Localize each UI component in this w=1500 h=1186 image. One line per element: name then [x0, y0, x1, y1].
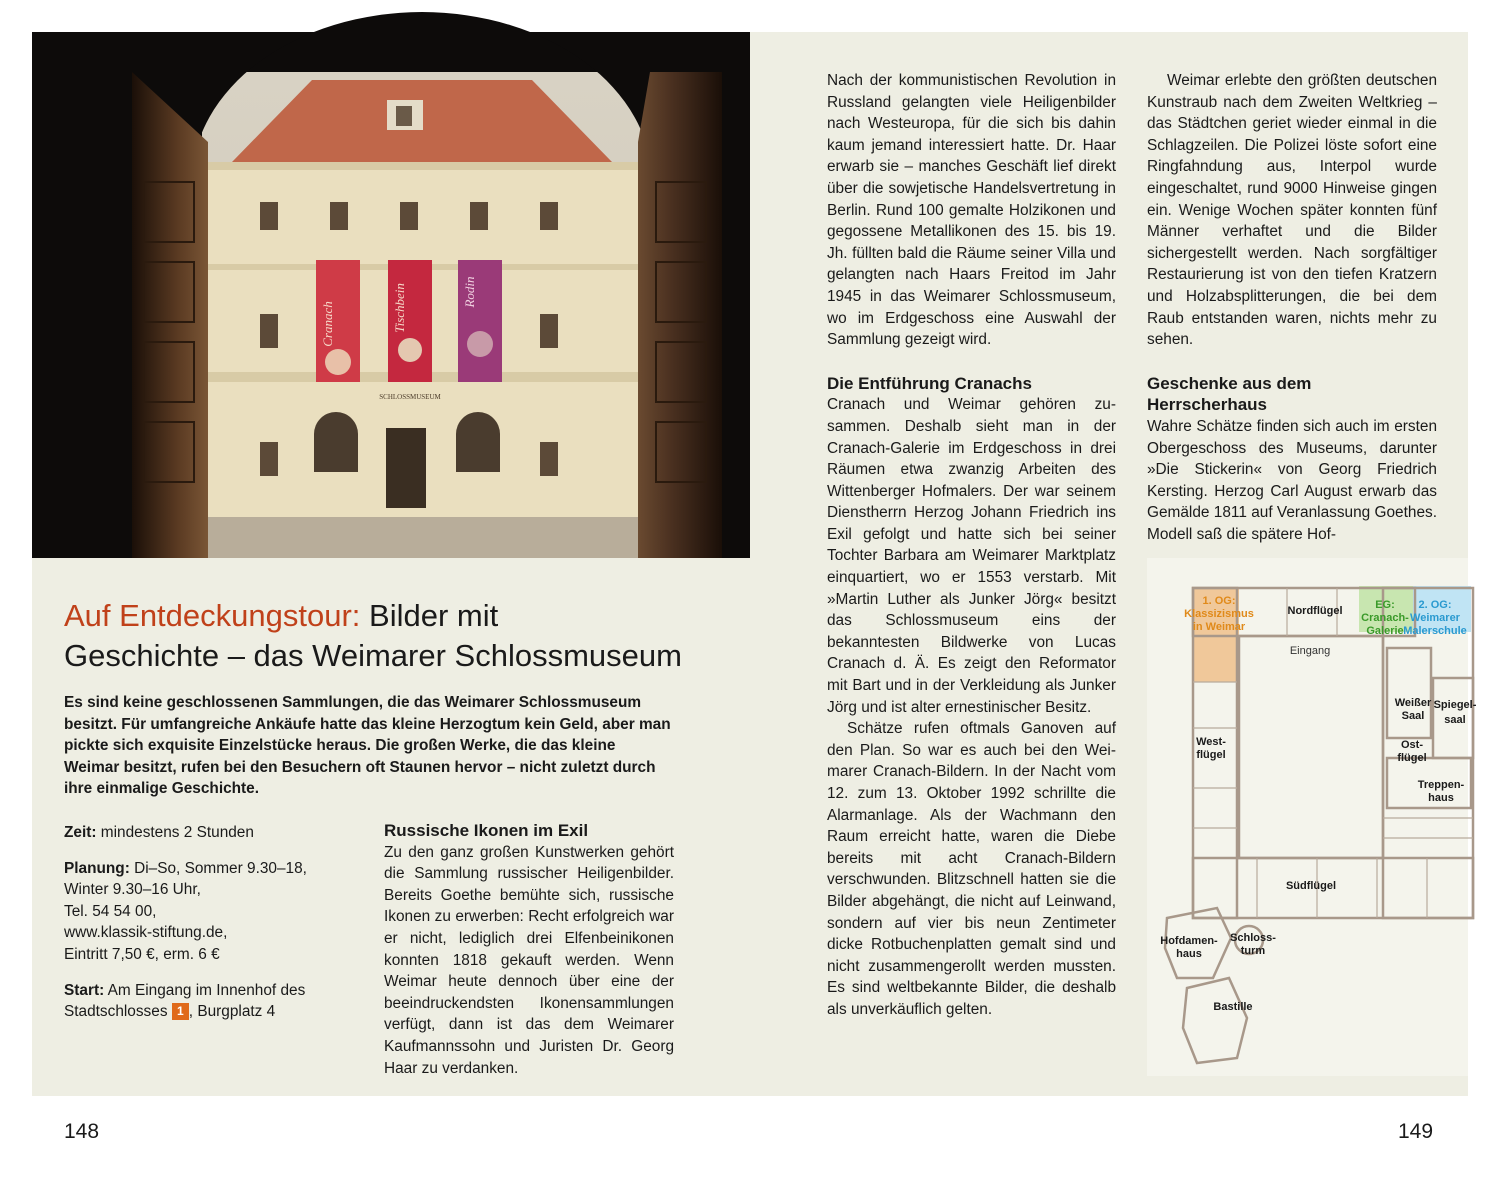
entrance-door: [386, 428, 426, 508]
banner-text-rodin: Rodin: [462, 276, 477, 308]
start-label: Start:: [64, 981, 105, 999]
label-og1-a: 1. OG:: [1202, 595, 1236, 607]
start-line-1: Am Eingang im Innenhof des: [104, 981, 306, 999]
label-eg-b: Cranach-: [1361, 612, 1409, 624]
label-weisser-saal-b: Saal: [1401, 710, 1425, 722]
planung-line-2: Winter 9.30–16 Uhr,: [64, 881, 201, 899]
fact-zeit: [64, 822, 364, 844]
page-number-right: 149: [1398, 1120, 1434, 1143]
heading-geschenke: [1147, 373, 1437, 416]
column-russische-ikonen: [384, 820, 674, 1079]
photo-schlossmuseum: [32, 32, 750, 558]
planung-label: Planung:: [64, 859, 130, 877]
label-westfluegel-a: West-: [1196, 736, 1226, 748]
banner-text-tischbein: Tischbein: [392, 283, 407, 333]
planung-website[interactable]: www.klassik-stiftung.de,: [64, 924, 228, 942]
label-westfluegel-b: flügel: [1196, 749, 1226, 761]
fact-start: [64, 980, 364, 1023]
label-eg-c: Galerie: [1366, 625, 1404, 637]
label-eg-a: EG:: [1375, 599, 1395, 611]
map-marker-1: 1: [172, 1003, 189, 1020]
banner-text-cranach: Cranach: [320, 301, 335, 347]
label-suedfluegel: Südflügel: [1285, 880, 1337, 892]
title-line2: Geschichte – das Weimarer Schlossmuseum: [64, 638, 682, 673]
paragraph-raub: Schätze rufen oftmals Ganoven auf den Plan. So war es auch bei den Weimarer Cranach-Bildern. In der Nacht vom 12. zum 13. Oktober 1992 schrillte die Alarmanlage. Als der Wachmann den Raum erreicht hatte, waren die Diebe bereits mit acht Cranach-Bildern verschwunden. Blitzschnell hatten sie die Bilder abgehängt, die nicht auf Leinwand, sondern auf vier bis neun Zentimeter dicke Rotbuchenplatten gemalt sind und nicht zusammengerollt werden mussten. Es sind weltbekannte Bilder, die deshalb als unverkäuflich gelten.: [827, 720, 1116, 1018]
floor-plan-svg: [1147, 558, 1477, 1076]
heading-geschenke-line2: Herrscherhaus: [1147, 395, 1268, 415]
planung-line-1: Di–So, Sommer 9.30–18,: [129, 859, 307, 877]
label-bastille: Bastille: [1213, 1001, 1253, 1013]
label-ostfluegel-a: Ost-: [1401, 739, 1423, 751]
label-hofdamenhaus-a: Hofdamen-: [1160, 935, 1218, 947]
zeit-label: Zeit:: [64, 824, 97, 841]
paragraph-cranach: Cranach und Weimar gehören zusammen. Deshalb sieht man in der Cranach-Galerie im Erdgeschoss in drei Räumen etwa zwanzig Arbeiten des Wittenberger Hofmalers. Der war seinem Dienstherrn Herzog Johann Friedrich ins Exil gefolgt und hatte sich bei seiner Tochter Barbara am Weimarer Marktplatz einquartiert, wo er 1553 verstarb. Mit »Martin Luther als Junker Jörg« besitzt das Schlossmuseum eins der bekanntesten Bildwerke von Lucas Cranach d. Ä. Es zeigt den Reformator mit Bart und in der Verkleidung als Junker Jörg und ist alter ernestinischer Besitz.: [827, 396, 1116, 716]
photo-illustration: [32, 32, 750, 558]
paragraph-haar: Nach der kommunistischen Revolution in Russland gelangten viele Heiligenbilder nach Westeuropa, für die sich bis dahin kaum jemand interessiert hatte. Dr. Haar erwarb sie – manches Geschäft lief direkt über die sowjetische Handelsvertretung in Berlin. Rund 100 gemalte Holzikonen und gegossene Metallikonen des 15. bis 19. Jh. füllten bald die Räume seiner Villa und gelangten nach Haars Freitod im Jahr 1945 in das Weimarer Schlossmuseum, wo im Erdgeschoss eine Auswahl der Sammlung gezeigt wird.: [827, 72, 1116, 349]
label-treppenhaus-b: haus: [1428, 792, 1454, 804]
door-right: [638, 72, 722, 558]
title-line1: Bilder mit: [360, 598, 499, 633]
start-line-2a: Stadtschlosses: [64, 1003, 172, 1021]
paragraph-ikonen: Zu den ganz großen Kunstwerken gehört die Sammlung russischer Heiligenbilder. Bereits Goethe bemühte sich, russische Ikonen zu erwerben: Recht erfolgreich war er nicht, lediglich drei Elfenbeinikonen konnten 1818 gekauft werden. Wenn Weimar heute dennoch über eine der beeindruckendsten Ikonensammlungen verfügt, dann ist das dem Weimarer Kaufmannssohn und Juristen Dr. Georg Haar zu verdanken.: [384, 843, 674, 1077]
title-kicker: Auf Entdeckungstour:: [64, 598, 361, 633]
label-hofdamenhaus-b: haus: [1176, 948, 1202, 960]
label-og1-c: in Weimar: [1192, 621, 1246, 633]
label-spiegelsaal-a: Spiegel-: [1433, 699, 1477, 711]
label-eingang: Eingang: [1289, 645, 1331, 657]
paragraph-stickerin: Wahre Schätze finden sich auch im ersten Obergeschoss des Museums, darunter »Die Stickerin« von Georg Friedrich Kersting. Herzog Carl August erwarb das Gemälde 1811 auf Veranlassung Goethes. Modell saß die spätere Hof-: [1147, 417, 1437, 543]
planung-line-3: Tel. 54 54 00,: [64, 902, 157, 920]
building-sign: SCHLOSSMUSEUM: [379, 393, 441, 401]
column-three: [827, 70, 1116, 1021]
zeit-value: mindestens 2 Stunden: [96, 824, 254, 841]
label-treppenhaus-a: Treppen-: [1417, 779, 1465, 791]
info-box: [64, 822, 364, 1037]
label-schlossturm-b: turm: [1240, 945, 1266, 957]
label-og2-a: 2. OG:: [1418, 599, 1452, 611]
article-title: [64, 596, 744, 676]
floor-plan: [1147, 558, 1477, 1076]
heading-geschenke-line1: Geschenke aus dem: [1147, 373, 1312, 393]
page-number-left: 148: [64, 1120, 100, 1143]
heading-entfuehrung: Die Entführung Cranachs: [827, 373, 1032, 393]
lead-paragraph: Es sind keine geschlossenen Sammlungen, die das Weimarer Schlossmuseum besitzt. Für umfangreiche Ankäufe hatte das kleine Herzogtum kein Geld, aber man pickte sich exquisite Einzelstücke heraus. Die großen Werke, die das kleine Weimar besitzt, rufen bei den Besuchern oft Staunen hervor – nicht zuletzt durch ihre einmalige Geschichte.: [64, 694, 671, 798]
label-og2-b: Weimarer: [1410, 612, 1460, 624]
fact-planung: [64, 858, 364, 966]
label-weisser-saal-a: Weißer: [1394, 697, 1432, 709]
label-og2-c: Malerschule: [1403, 625, 1467, 637]
start-line-2b: , Burgplatz 4: [188, 1003, 276, 1021]
label-spiegelsaal-b: saal: [1444, 714, 1466, 726]
label-schlossturm-a: Schloss-: [1230, 932, 1276, 944]
label-og1-b: Klassizismus: [1184, 608, 1254, 620]
courtyard: [208, 517, 638, 558]
column-four: [1147, 70, 1437, 545]
label-ostfluegel-b: flügel: [1397, 752, 1427, 764]
label-nordfluegel: Nordflügel: [1287, 605, 1343, 617]
heading-russische-ikonen: Russische Ikonen im Exil: [384, 821, 589, 840]
planung-line-5: Eintritt 7,50 €, erm. 6 €: [64, 945, 220, 963]
paragraph-kunstraub: Weimar erlebte den größten deutschen Kunstraub nach dem Zweiten Weltkrieg – das Städtchen geriet wieder einmal in die Schlagzeilen. Die Polizei löste sofort eine Ringfahndung aus, Interpol wurde eingeschaltet, rund 9000 Hinweise gingen ein. Wenige Wochen später konnten fünf Männer verhaftet und die Bilder sichergestellt werden. Nach sorgfältiger Restaurierung ist von den tiefen Kratzern und Holzabsplitterungen, die bei dem Raub entstanden waren, nichts mehr zu sehen.: [1147, 72, 1437, 349]
